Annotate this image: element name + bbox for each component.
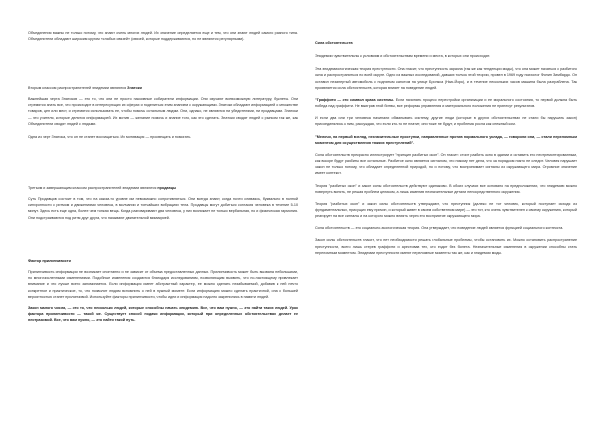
connectors-intro-term: Знатоки	[127, 86, 142, 90]
salesmen-intro	[28, 185, 298, 191]
connectors-body: Важнейшая черта Знатоков — это то, что они не просто пассивные собиратели информации. Они изучают всевозможную литературу, буклеты. Они стремятся знать все, что происходит в интересующих их сферах и поделиться этим знанием с окружающими. Знатоки обладают информацией о множестве товаров, цен или мест, и стремятся использовать ее, чтобы помочь остальным людям. Они, однако, не являются ни убедителями, ни продавцами. Знатоки — это учителя, которые делятся информацией. Их мотив — желание помочь и знание того, как это сделать. Знатоки сводят людей с рынком так же, как Объединители сводят людей с людьми.	[28, 97, 298, 126]
context-paragraph-7: Сила обстоятельств — это социально-экологическая теория. Она утверждает, что поведение людей является функцией социального контекста.	[315, 226, 564, 231]
stickiness-heading: Фактор прилипчивости	[28, 259, 71, 263]
stickiness-body: Прилипчивость информации не возникает спонтанно и не зависит от объема предоставленных данных. Прилипчивость может быть вызвана небольшими, но многочисленными изменениями. Подобные изменения создаются благодаря исследованиям, позволяющим выявить, что по-настоящему привлекает внимание и что лучше всего запоминается. Если информация имеет абстрактный характер, ее можно сделать незабываемой, добавив к ней нечто конкретное и практическое, то, что позволит людям вспомнить о ней в нужный момент. Если информацию можно сделать практичной, она с большей вероятностью станет прилипчивой. Используйте факторы прилипчивости, чтобы идеи и информация надолго закрепились в памяти людей.	[28, 270, 298, 299]
context-paragraph-6: Теория "разбитых окон" и закон силы обстоятельств утверждают, что преступник (далеко не тот человек, который поступает исходя из фундаментальных, присущих ему причин, и который живет в своем собственном мире) — это тот, кто очень чувствителен к своему окружению, который реагирует на все сигналы и на которого можно влиять через его восприятие окружающего мира.	[315, 201, 577, 219]
salesmen-intro-term: продавцы	[157, 186, 177, 190]
graffiti-paragraph	[315, 97, 577, 109]
connectors-note: Одна из черт Знатока, что он не станет восхищаться. Их мотивация — просвещать и помогать.	[28, 134, 192, 139]
stickiness-block	[28, 258, 298, 323]
salesmen-body: Суть Продавцов состоит в том, что на каком-то уровне им невозможно сопротивляться. Они всегда знают, когда почти сливаясь, буквально в полной синхронности с ритмом и движениями человека, в молчании и тончайших вибрациях тела. Продавцы могут добиться согласия человека в течение 5-10 минут. Здесь есть еще одна, более чем тонкая вещь. Когда разговаривают два человека, у них возникает не только вербальная, но и физическая гармония. Они подстраиваются под ритм друг друга, что называют двигательной мимикрией.	[28, 197, 298, 220]
connectors-intro	[28, 85, 298, 91]
context-paragraph-1: Эпидемии чувствительны к условиям и обстоятельствам времени и места, в которых они происходят.	[315, 54, 491, 59]
context-paragraph-5: Теория "разбитых окон" и закон силы обстоятельств действуют одинаково. В обоих случаях все основано на предположении, что эпидемию можно повернуть вспять, не решая проблем целиком, а лишь изменив незначительные детали непосредственного окружения.	[315, 183, 577, 194]
connectors-block	[28, 85, 298, 140]
intro-paragraph: Объединения важны не только потому, что знают очень многих людей. Их значение определяется еще и тем, что они знают людей самого разного типа. Объединители обладают широким кругом «слабых связей» (связей, которые поддерживаются, но не являются регулярными).	[28, 31, 298, 42]
context-paragraph-2: Эта эпидемиологическая теория преступности. Она гласит, что преступность заразна (так же как тенденции моды), что она может начаться с разбитого окна и распространиться по всей округе. Одно из важных исследований, давших толчок этой теории, провел в 1969 году психолог Филип Зимбардо. Он оставил незапертый автомобиль с поднятым капотом на улице Бронкса (Нью-Йорк), и в течение нескольких часов машина была разграблена. Так проявляется сила обстоятельств, которая влияет на поведение людей.	[315, 67, 577, 90]
context-bold-quote: "Мелочи, на первый взгляд, незначительные проступки, направленные против нормального уклада, — говорили они, — стали переломным моментом для осуществления тяжких преступлений".	[315, 134, 577, 145]
context-block	[315, 40, 577, 256]
stickiness-bold-paragraph: Закон малого числа, — это то, что несколько людей, которые способны начать эпидемию. Все, что вам нужно, — это найти таких людей. Урок фактора прилипчивости — такой же. Существует способ подачи информации, который при определенных обстоятельствах делает ее неотразимой. Все, что вам нужно, — это найти такой путь.	[28, 305, 298, 323]
intro-block	[28, 30, 298, 42]
context-paragraph-3: И если два или три человека начинали обманывать систему, другие люди (которые в других обстоятельствах не стали бы нарушать закон) присоединялись к ним, рассуждая, что если кто-то не платит, они тоже не будут, и проблема росла как снежный ком.	[315, 116, 577, 127]
connectors-intro-text: Вторым классом распространителей эпидемии являются	[28, 86, 128, 90]
salesmen-block	[28, 185, 298, 221]
context-paragraph-4: Сила обстоятельств прекрасно иллюстрирует "принцип разбитых окон". Он гласит: стоит разбить окно в здании и оставить его неотремонтированным, как вскоре будут разбиты все остальные. Разбитое окно является сигналом, что никому нет дела, что за порядком никто не следит. Человек нарушает закон не только потому, что обладает определенной природой, но и потому, что воспринимает сигналы из окружающего мира. Огромное значение имеет контекст.	[315, 152, 577, 176]
salesmen-intro-text: Третьим и завершающим классом распространителей эпидемии являются	[28, 186, 158, 190]
context-paragraph-8: Закон силы обстоятельств гласит, что нет необходимости решать глобальные проблемы, чтобы остановить их. Можно остановить распространение преступности, всего лишь стерев граффити и арестовав тех, кто ездит без билета. Незначительные изменения в окружении способны стать переломным моментом. Эпидемии преступности имеют переломные моменты так же, как и эпидемии моды.	[315, 238, 577, 255]
context-heading: Сила обстоятельств	[315, 41, 353, 45]
graffiti-bold-text: "Граффити — это символ краха системы.	[315, 97, 395, 102]
graffiti-regular-text: Если начинать процесс перестройки организации и ее морального состояния, то первой должна быть победа над граффити. Не выиграв этой битвы, все реформы управления и материального положения не принесут результатов.	[315, 97, 577, 109]
